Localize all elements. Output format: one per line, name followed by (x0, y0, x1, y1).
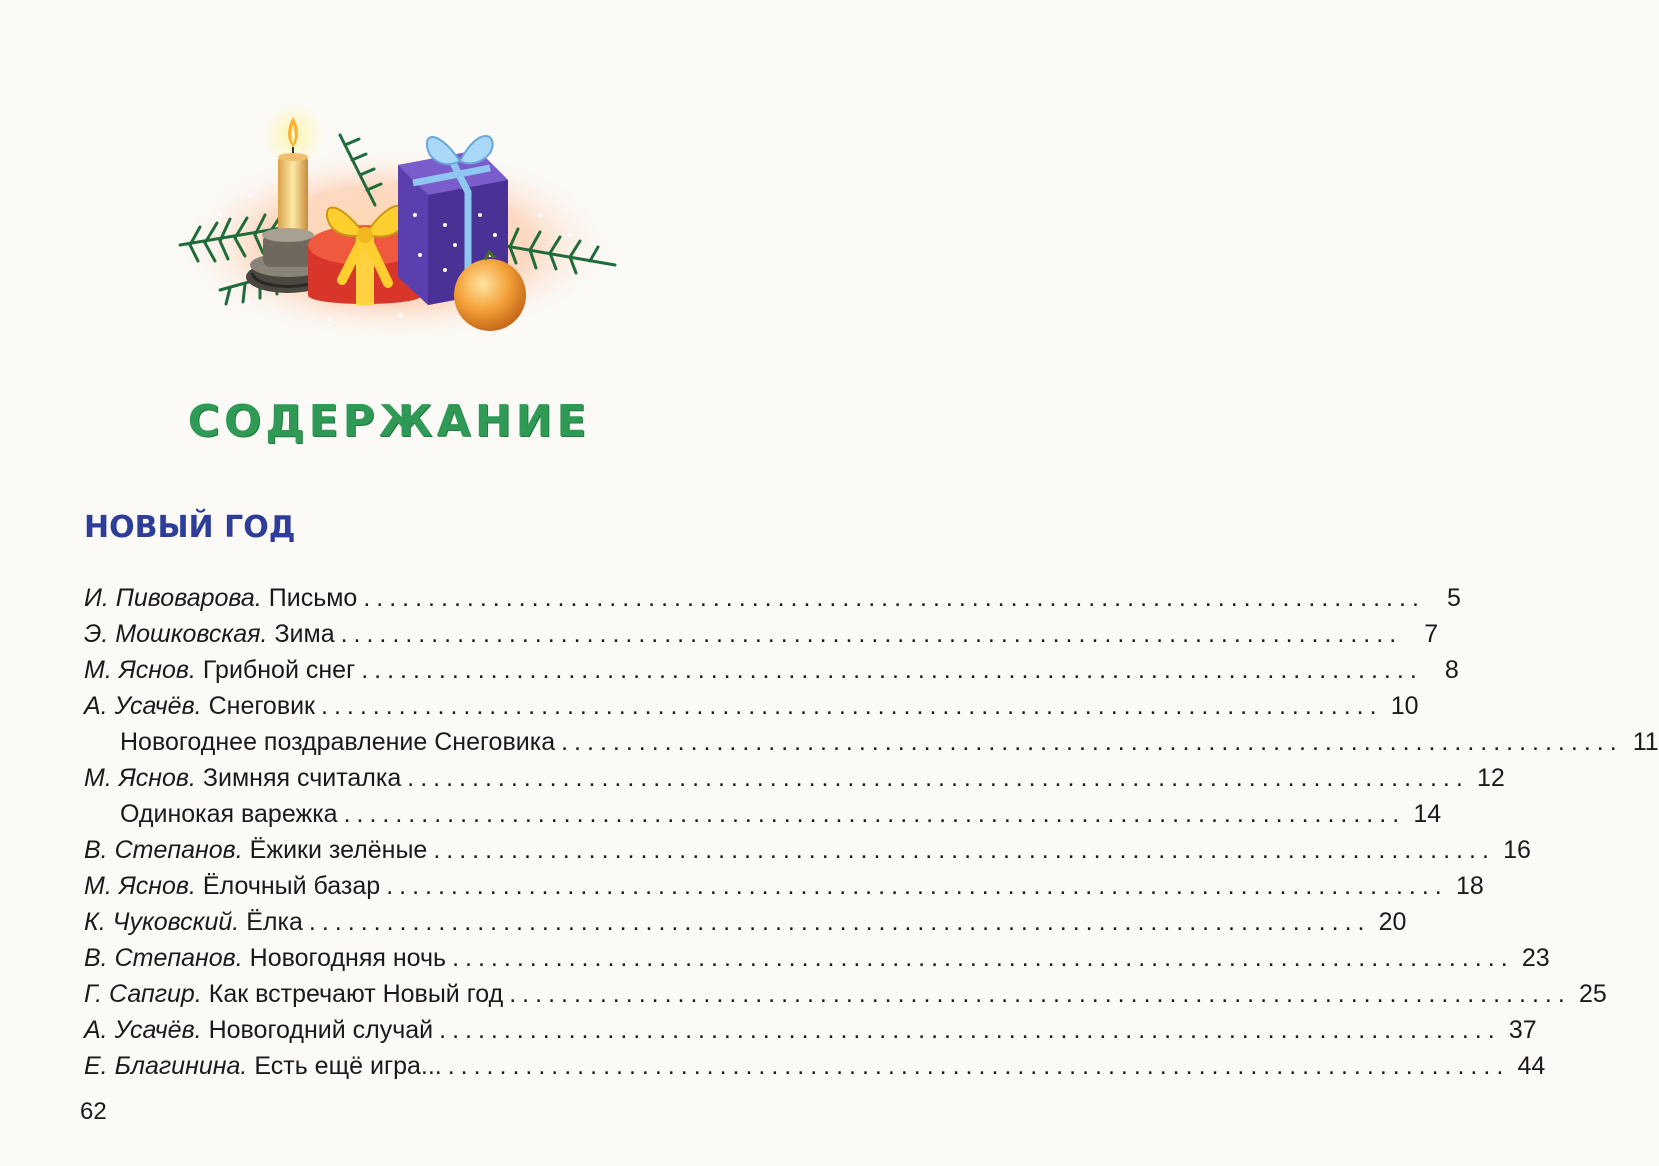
toc-entry[interactable] (84, 616, 1439, 652)
toc-entry[interactable] (84, 976, 1607, 1012)
toc-entry[interactable] (84, 1048, 1546, 1084)
page-title: СОДЕРЖАНИЕ (187, 396, 591, 447)
toc-page: 18 (1455, 872, 1484, 900)
toc-entry[interactable] (84, 832, 1531, 868)
toc-leader: .................................................................................. (439, 1016, 1501, 1044)
toc-page: 7 (1424, 620, 1439, 648)
toc-leader: .................................................................................. (340, 620, 1403, 648)
toc-author: В. Степанов. (84, 944, 243, 972)
toc-leader: .................................................................................. (447, 1052, 1510, 1080)
toc-page: 11 (1632, 728, 1659, 756)
toc-title: Есть ещё игра... (254, 1052, 442, 1080)
toc-title: Снеговик (208, 692, 315, 720)
toc-title: Как встречают Новый год (208, 980, 504, 1008)
toc-title: Новогоднее поздравление Снеговика (120, 728, 556, 756)
toc-page: 37 (1508, 1016, 1537, 1044)
toc-title: Новогодняя ночь (249, 944, 447, 972)
toc-entry[interactable] (84, 904, 1407, 940)
toc-page: 44 (1517, 1052, 1546, 1080)
toc-title: Новогодний случай (208, 1016, 434, 1044)
toc-leader: .................................................................................. (433, 836, 1495, 864)
toc-page: 14 (1413, 800, 1442, 828)
toc-author: А. Усачёв. (84, 1016, 202, 1044)
toc-title: Письмо (268, 584, 358, 612)
toc-author: Э. Мошковская. (84, 620, 268, 648)
toc-author: К. Чуковский. (84, 908, 240, 936)
toc-leader: .................................................................................. (561, 728, 1623, 756)
toc-leader: .................................................................................. (343, 800, 1406, 828)
toc-page: 23 (1521, 944, 1550, 972)
toc-author: М. Яснов. (84, 872, 196, 900)
toc-author: И. Пивоварова. (84, 584, 262, 612)
toc-entry[interactable] (84, 580, 1461, 616)
table-of-contents (84, 580, 1659, 1084)
toc-entry[interactable] (84, 1012, 1537, 1048)
section-heading: НОВЫЙ ГОД (84, 510, 296, 545)
toc-author: М. Яснов. (84, 656, 196, 684)
toc-author: А. Усачёв. (84, 692, 202, 720)
toc-leader: .................................................................................. (452, 944, 1514, 972)
toc-leader: .................................................................................. (386, 872, 1448, 900)
toc-leader: .................................................................................. (509, 980, 1571, 1008)
toc-page: 10 (1390, 692, 1419, 720)
toc-page: 16 (1503, 836, 1531, 864)
toc-page: 12 (1477, 764, 1505, 792)
toc-title: Грибной снег (202, 656, 356, 684)
toc-leader: .................................................................................. (308, 908, 1371, 936)
toc-title: Ёлка (246, 908, 303, 936)
toc-entry[interactable] (84, 796, 1442, 832)
toc-leader: .................................................................................. (361, 656, 1423, 684)
page-number: 62 (80, 1098, 107, 1125)
toc-leader: .................................................................................. (321, 692, 1383, 720)
toc-leader: .................................................................................. (363, 584, 1425, 612)
toc-title: Ёжики зелёные (249, 836, 428, 864)
toc-title: Зимняя считалка (202, 764, 402, 792)
toc-page: 8 (1444, 656, 1459, 684)
toc-title: Ёлочный базар (202, 872, 381, 900)
toc-page: 20 (1378, 908, 1407, 936)
toc-page: 25 (1578, 980, 1607, 1008)
toc-title: Зима (274, 620, 335, 648)
toc-title: Одинокая варежка (120, 800, 338, 828)
toc-author: В. Степанов. (84, 836, 243, 864)
toc-entry[interactable] (84, 868, 1484, 904)
toc-author: М. Яснов. (84, 764, 196, 792)
toc-leader: .................................................................................. (407, 764, 1469, 792)
toc-author: Е. Благинина. (84, 1052, 248, 1080)
toc-entry[interactable] (84, 688, 1419, 724)
toc-entry[interactable] (84, 760, 1505, 796)
toc-entry[interactable] (84, 652, 1459, 688)
toc-entry[interactable] (84, 940, 1550, 976)
toc-author: Г. Сапгир. (84, 980, 202, 1008)
toc-entry[interactable] (84, 724, 1659, 760)
toc-page: 5 (1446, 584, 1461, 612)
christmas-illustration (160, 95, 625, 345)
